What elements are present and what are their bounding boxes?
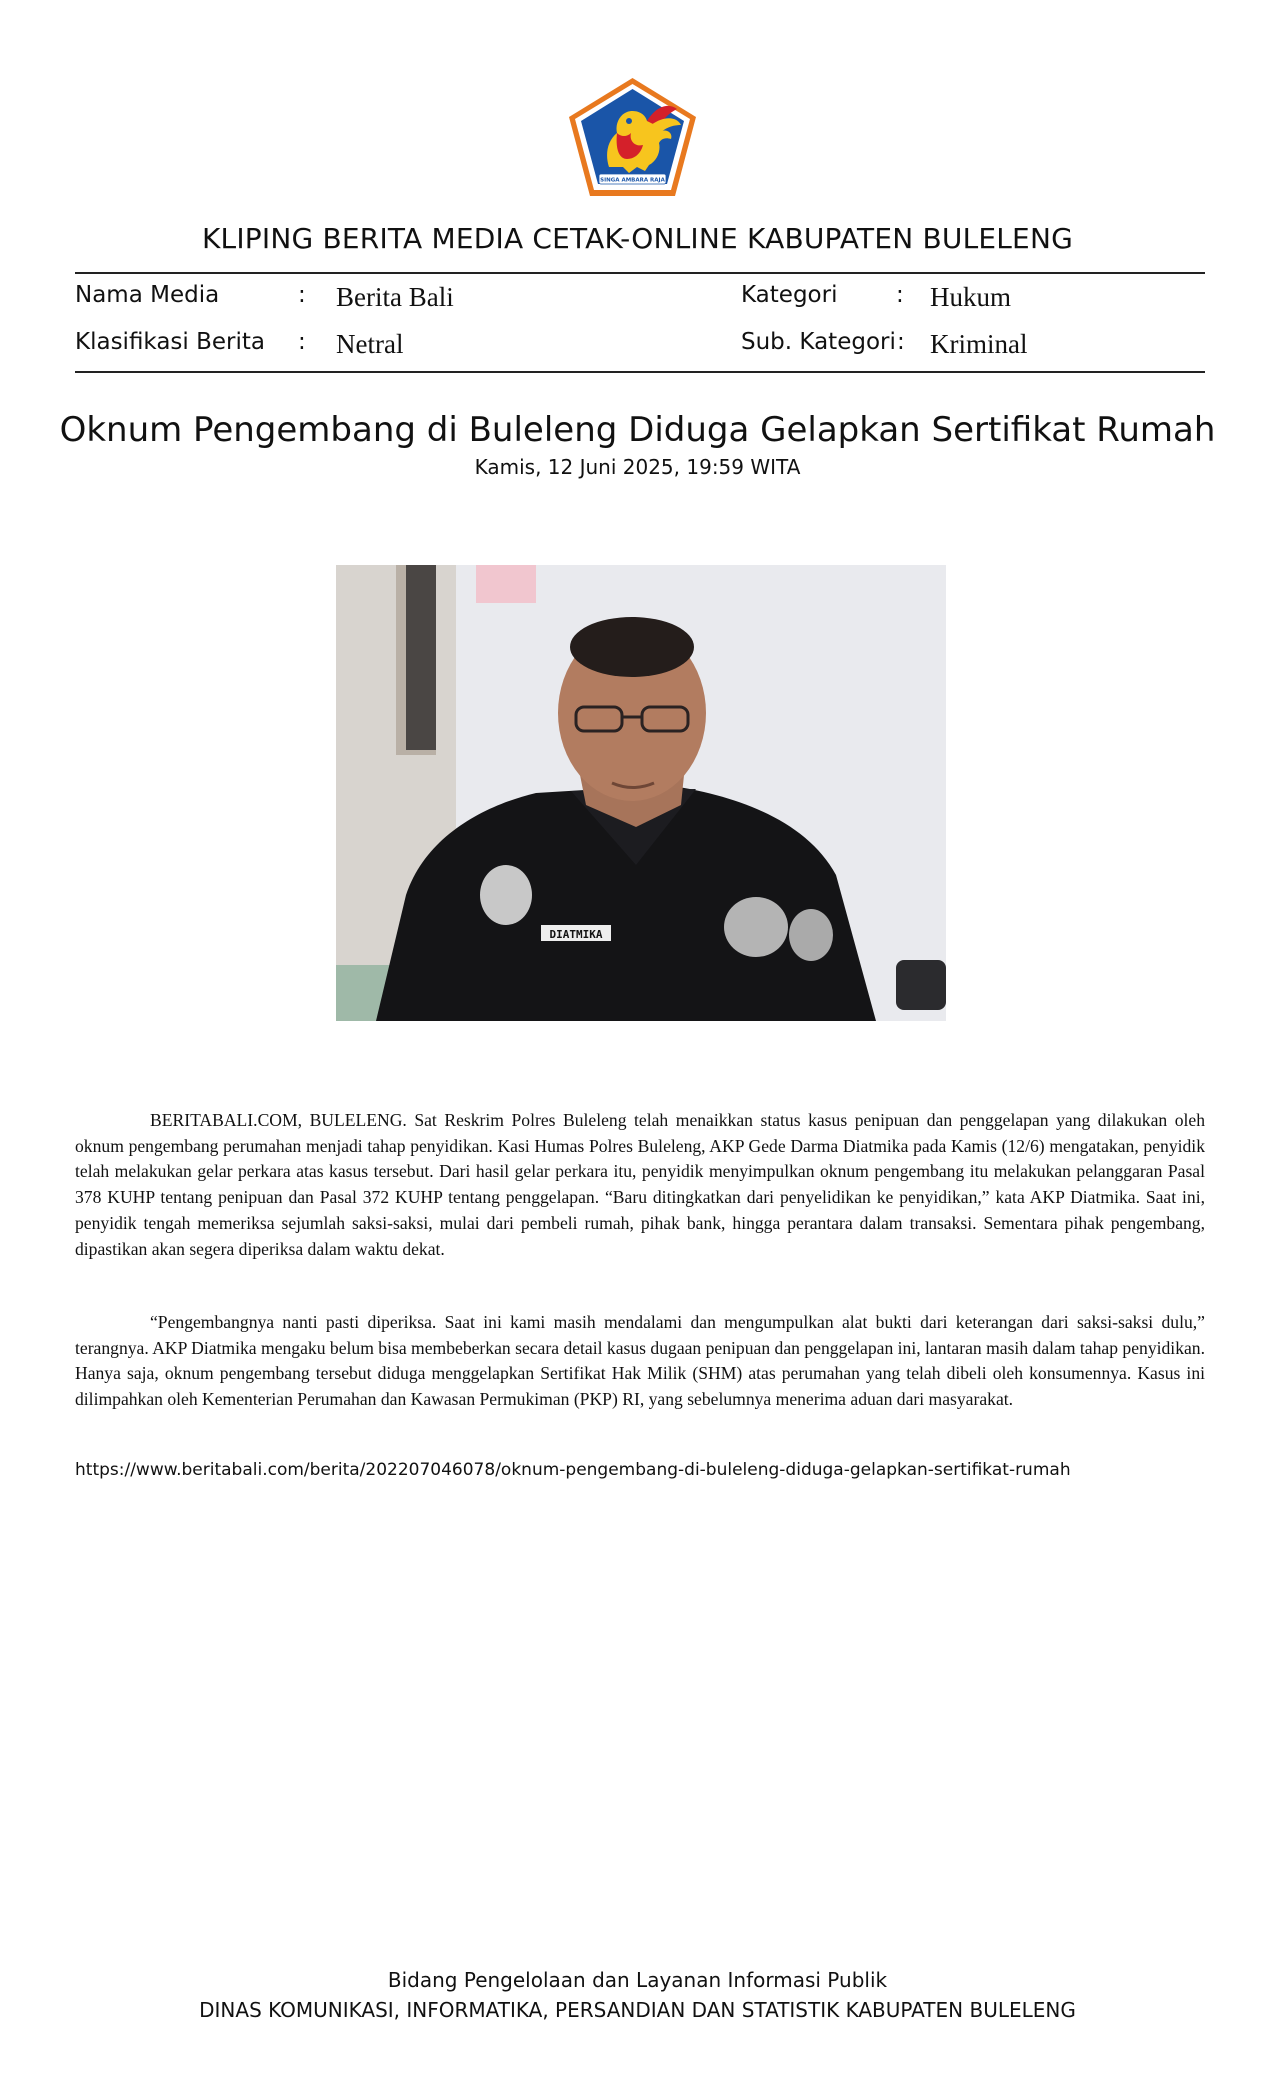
kabupaten-buleleng-logo	[565, 75, 700, 200]
sub-kategori-colon: :	[897, 329, 905, 355]
top-divider	[75, 272, 1205, 274]
article-paragraph-text: “Pengembangnya nanti pasti diperiksa. Saat ini kami masih mendalami dan mengumpulkan alat bukti dari keterangan dari saksi-saksi dulu,” terangnya. AKP Diatmika mengaku belum bisa membeberkan secara detail kasus dugaan penipuan dan penggelapan ini, lantaran masih dalam tahap penyidikan. Hanya saja, oknum pengembang tersebut diduga menggelapkan Sertifikat Hak Milik (SHM) atas perumahan yang telah dibeli oleh konsumennya. Kasus ini dilimpahkan oleh Kementerian Perumahan dan Kawasan Permukiman (PKP) RI, yang sebelumnya menerima aduan dari masyarakat.	[75, 1312, 1205, 1410]
nama-media-colon: :	[298, 282, 306, 308]
article-dateline: Kamis, 12 Juni 2025, 19:59 WITA	[474, 455, 801, 479]
sub-kategori-value: Kriminal	[930, 329, 1028, 359]
sub-kategori-label: Sub. Kategori	[741, 329, 896, 355]
kategori-label: Kategori	[741, 282, 838, 308]
article-photo	[336, 565, 946, 1021]
article-headline: Oknum Pengembang di Buleleng Diduga Gelapkan Sertifikat Rumah	[59, 410, 1216, 450]
footer-agency: DINAS KOMUNIKASI, INFORMATIKA, PERSANDIAN DAN STATISTIK KABUPATEN BULELENG	[199, 1998, 1076, 2022]
footer-department: Bidang Pengelolaan dan Layanan Informasi Publik	[387, 1968, 888, 1992]
article-paragraph-text: BERITABALI.COM, BULELENG. Sat Reskrim Polres Buleleng telah menaikkan status kasus penipuan dan penggelapan yang dilakukan oleh oknum pengembang perumahan menjadi tahap penyidikan. Kasi Humas Polres Buleleng, AKP Gede Darma Diatmika pada Kamis (12/6) mengatakan, penyidik telah melakukan gelar perkara atas kasus tersebut. Dari hasil gelar perkara itu, penyidik menyimpulkan oknum pengembang itu melakukan pelanggaran Pasal 378 KUHP tentang penipuan dan Pasal 372 KUHP tentang penggelapan. “Baru ditingkatkan dari penyelidikan ke penyidikan,” kata AKP Diatmika. Saat ini, penyidik tengah memeriksa sejumlah saksi-saksi, mulai dari pembeli rumah, pihak bank, hingga perantara dalam transaksi. Sementara pihak pengembang, dipastikan akan segera diperiksa dalam waktu dekat.	[75, 1110, 1205, 1259]
klasifikasi-value: Netral	[336, 329, 404, 359]
klasifikasi-colon: :	[298, 329, 306, 355]
klasifikasi-label: Klasifikasi Berita	[75, 329, 266, 355]
bottom-divider	[75, 371, 1205, 373]
kategori-colon: :	[896, 282, 904, 308]
name-badge: DIATMIKA	[549, 928, 603, 941]
logo-motto: SINGA AMBARA RAJA	[600, 177, 665, 184]
source-link[interactable]: https://www.beritabali.com/berita/202207046078/oknum-pengembang-di-buleleng-diduga-gelapkan-sertifikat-rumah	[75, 1460, 1071, 1480]
article-paragraph	[75, 1108, 1205, 1262]
nama-media-label: Nama Media	[75, 282, 220, 308]
clipping-title: KLIPING BERITA MEDIA CETAK-ONLINE KABUPATEN BULELENG	[201, 222, 1073, 255]
article-paragraph	[75, 1310, 1205, 1413]
nama-media-value: Berita Bali	[336, 282, 454, 312]
kategori-value: Hukum	[930, 282, 1011, 312]
